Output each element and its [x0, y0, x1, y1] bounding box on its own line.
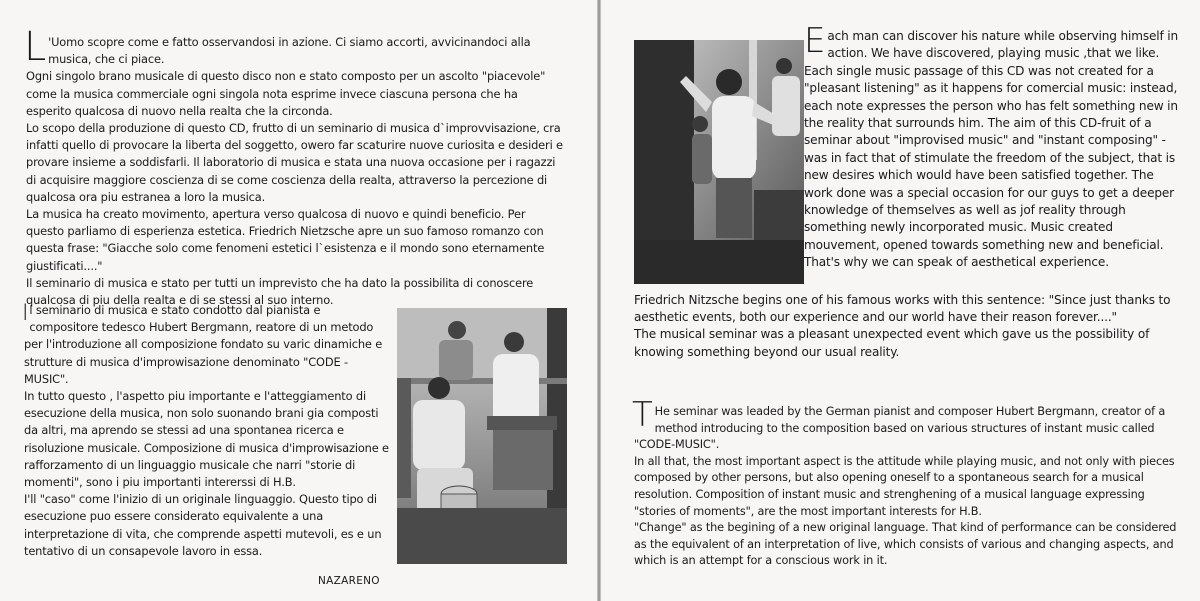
paragraph: In tutto questo , l'aspetto piu importante e l'atteggiamento di esecuzione della musica, non solo suonando brani gia composti da altri, ma aprendo se stessi ad una spontanea ricerca e risoluzione musicale. Composizione di musica d'improwisazione e rafforzamento di un linguaggio musicale che narri "storie di momenti", sono i piu importanti intererssi di H.B. [24, 389, 389, 490]
paragraph: Ogni singolo brano musicale di questo disco non e stato composto per un ascolto "piacevole" come la musica commerciale ogni singola nota esprime invece ciascuna persona che ha esperito qualcosa di nuovo nella realta che la circonda. [26, 69, 546, 118]
dropcap: L [24, 24, 47, 70]
paragraph: Lo scopo della produzione di questo CD, frutto di un seminario di musica d`improvvisazione, cra infatti quello di provocare la liberta del soggetto, owero far scaturire nuove curiosita e desideri e provare insieme a soddisfarli. Il laboratorio di musica e stata una nuova occasione per i ragazzi di acquisire maggiore coscienza di se come coscienza della realta, attraverso la percezione di qualcosa ora piu estranea a loro la musica. [26, 121, 563, 204]
signature: NAZARENO [318, 575, 380, 587]
paragraph: 'Uomo scopre come e fatto osservandosi in azione. Ci siamo accorti, avvicinandoci alla musica, che ci piace. [48, 35, 531, 67]
dropcap: E [804, 21, 826, 61]
english-text-block-2 [632, 395, 1179, 570]
right-page [601, 0, 1200, 601]
paragraph: Il seminario di musica e stato per tutti un imprevisto che ha dato la possibilita di conoscere qualcosa di piu della realta e di se stessi al suo interno. [26, 275, 534, 308]
paragraph: Each single music passage of this CD was not created for a "pleasant listening" as it happens for comercial music: instead, each note expresses the person who has felt something new in the reality that surrounds him. The aim of this CD-fruit of a seminar about "improvised music" and "instant composing" - was in fact that of stimulate the freedom of the subject, that is new desires which would have been satisfied together. The work done was a special occasion for our guys to get a deeper knowledge of themselves as well as jof reality through something newly incorporated music. Music created mouvement, opened towards something new and beneficial. [804, 63, 1178, 252]
paragraph: He seminar was leaded by the German pianist and composer Hubert Bergmann, creator of a method introducing to the composition based on various structures of instant music called "CODE-MUSIC". [634, 405, 1166, 452]
paragraph: In all that, the most important aspect is the attitude while playing music, and not only with pieces composed by other persons, but also opening oneself to a spontaneous search for a musical resolution. Composition of instant music and strenghening of a musical language expressing "stories of moments", are the most important interests for H.B. [634, 454, 1175, 518]
paragraph: I'll "caso" come l'inizio di un originale linguaggio. Questo tipo di esecuzione puo essere considerato equivalente a una interpretazione di vita, che comprende aspetti mutevoli, es e un tentativo di un consapevole lavoro in essa. [24, 492, 382, 558]
photo-illustration [397, 308, 567, 564]
dropcap: I [22, 301, 29, 326]
paragraph: La musica ha creato movimento, apertura verso qualcosa di nuovo e quindi beneficio. Per questo parliamo di esperienza estetica. Friedrich Nietzsche apre un suo famoso romanzo con questa frase: "Giacche solo come fenomeni estetici l`esistenza e il mondo sono eternamente giustificati...." [26, 207, 545, 273]
paragraph: Friedrich Nitzsche begins one of his famous works with this sentence: "Since just thanks to aesthetic events, both our experience and our world have their reason forever...." [634, 293, 1171, 325]
english-text-block-1 [804, 21, 1182, 272]
photo-illustration [634, 40, 804, 284]
dropcap: T [632, 395, 653, 435]
paragraph: ach man can discover his nature while observing himself in action. We have discovered, playing music ,that we like. [827, 29, 1179, 61]
left-page [0, 0, 597, 601]
paragraph: l seminario di musica e stato condotto dal pianista e compositore tedesco Hubert Bergmann, reatore di un metodo per l'introduzione all composizione fondato su varic dinamiche e strutture di musica d'improwisazione denominato "CODE - MUSIC". [24, 303, 383, 386]
seminar-photo-musicians [397, 308, 567, 564]
seminar-photo-conducting [634, 40, 804, 284]
paragraph: "Change" as the begining of a new original language. That kind of performance can be considered as the equivalent of an interpretation of live, which consists of various and changing aspects, and which is an attempt for a conscious work in it. [634, 521, 1177, 568]
english-text-block-1-continued [634, 292, 1182, 361]
italian-text-block-2 [24, 302, 390, 560]
italian-text-block-1 [24, 24, 566, 309]
paragraph: That's why we can speak of aesthetical experience. [804, 255, 1109, 270]
paragraph: The musical seminar was a pleasant unexpected event which gave us the possibility of knowing something beyond our usual reality. [634, 327, 1150, 359]
